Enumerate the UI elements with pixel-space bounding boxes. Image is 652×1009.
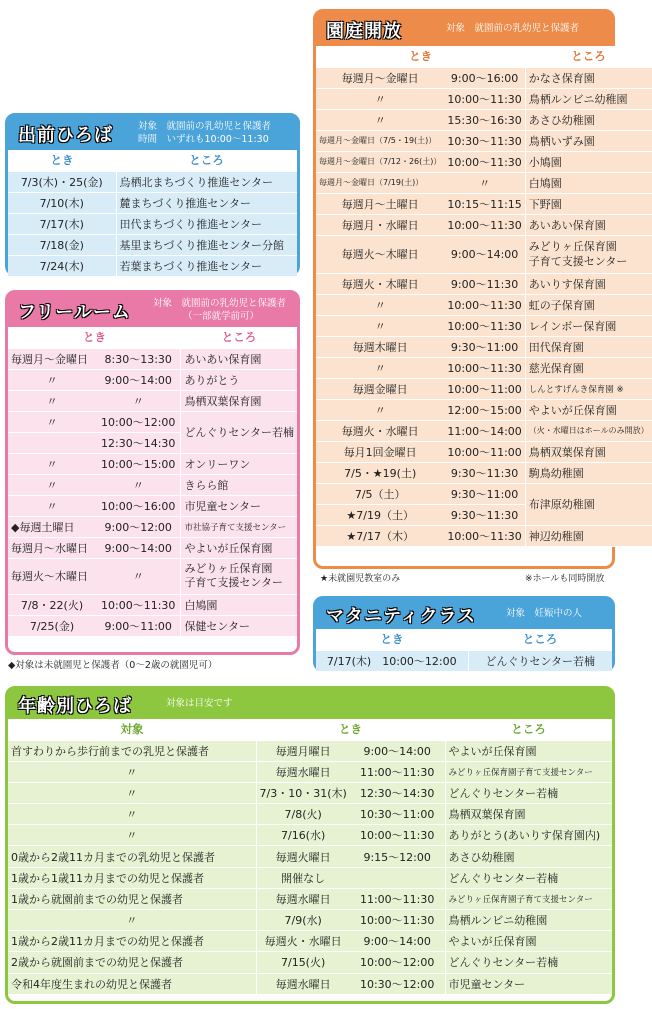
cell-where: 鳥栖ルンビニ幼稚園 xyxy=(525,88,651,109)
cell-time: 10:00～11:30 xyxy=(444,151,525,172)
cell-target: 1歳から2歳11カ月までの幼児と保護者 xyxy=(8,931,256,952)
table-row xyxy=(8,615,297,636)
cell-day: 毎週月～金曜日（7/5・19(土)） xyxy=(316,130,444,151)
age-header xyxy=(8,689,612,719)
cell-time xyxy=(350,867,445,888)
maternity-class-section xyxy=(313,596,615,672)
table-row xyxy=(316,420,652,441)
age-table xyxy=(8,719,612,995)
cell-when: 7/17(木) 10:00～12:00 xyxy=(316,650,468,671)
maternity-title: マタニティクラス xyxy=(326,606,477,627)
cell-time: 〃 xyxy=(444,172,525,193)
cell-time: 10:00～11:00 xyxy=(444,378,525,399)
cell-when: 7/17(木) xyxy=(8,213,116,234)
cell-where: 田代保育園 xyxy=(525,336,651,357)
cell-day: 7/25(金) xyxy=(8,615,96,636)
demae-note-target: 対象 就園前の乳幼児と保護者 xyxy=(138,121,272,132)
maternity-header xyxy=(316,599,612,629)
cell-where: 下野園 xyxy=(525,193,651,214)
cell-day: 7/8(火) xyxy=(256,804,350,825)
col-when: とき xyxy=(256,719,445,740)
free-table xyxy=(8,327,297,637)
cell-target: 0歳から2歳11カ月までの乳幼児と保護者 xyxy=(8,846,256,867)
col-where: ところ xyxy=(445,719,612,740)
cell-target: 令和4年度生まれの幼児と保護者 xyxy=(8,973,256,994)
cell-day: 〃 xyxy=(316,315,444,336)
cell-day: 7/3・10・31(木) xyxy=(256,782,350,803)
garden-note: 対象 就園前の乳幼児と保護者 xyxy=(446,23,580,34)
cell-time: 10:00～11:30 xyxy=(444,294,525,315)
cell-where: あいりす保育園 xyxy=(525,273,651,294)
cell-time: 9:00～11:00 xyxy=(96,615,181,636)
cell-where-line2: 子育て支援センター xyxy=(184,576,283,589)
cell-day: 〃 xyxy=(316,294,444,315)
cell-where-line1: みどりヶ丘保育園 xyxy=(528,240,617,253)
cell-time: 10:00～11:30 xyxy=(350,910,445,931)
free-header xyxy=(8,293,297,327)
cell-day: 毎月1回金曜日 xyxy=(316,441,444,462)
free-room-section xyxy=(5,290,300,655)
cell-where: しんとすげんき保育園 ※ xyxy=(525,378,651,399)
table-row xyxy=(316,315,652,336)
cell-target: 1歳から1歳11カ月までの幼児と保護者 xyxy=(8,867,256,888)
cell-day: 〃 xyxy=(8,390,96,411)
cell-day: ★7/17（木） xyxy=(316,525,444,546)
cell-where: 烏栖北まちづくり推進センター xyxy=(116,171,297,192)
cell-day: 〃 xyxy=(8,453,96,474)
cell-where: （火・水曜日はホールのみ開放） xyxy=(525,420,651,441)
cell-time: 9:00～11:30 xyxy=(444,273,525,294)
col-when: とき xyxy=(8,327,181,348)
table-row xyxy=(316,109,652,130)
cell-target: 首すわりから歩行前までの乳児と保護者 xyxy=(8,740,256,761)
cell-time: 9:00～12:00 xyxy=(96,516,181,537)
table-row xyxy=(8,846,612,867)
table-row xyxy=(316,462,652,483)
cell-where: 慈光保育園 xyxy=(525,357,651,378)
table-row xyxy=(8,558,297,594)
col-when: とき xyxy=(316,629,468,650)
cell-where: 布津原幼稚園 xyxy=(525,483,651,525)
cell-where: 若葉まちづくり推進センター xyxy=(116,255,297,276)
cell-where: きらら館 xyxy=(181,474,297,495)
cell-time: 9:30～11:00 xyxy=(444,336,525,357)
table-row xyxy=(316,214,652,235)
cell-day: 毎週水曜日 xyxy=(256,888,350,909)
maternity-table xyxy=(316,629,612,672)
cell-day: 〃 xyxy=(316,399,444,420)
cell-where: 神辺幼稚園 xyxy=(525,525,651,546)
table-row xyxy=(8,255,297,276)
cell-day: 7/16(水) xyxy=(256,825,350,846)
garden-footnote-left: ★未就園児教室のみ xyxy=(320,574,401,584)
free-title: フリールーム xyxy=(18,302,131,323)
cell-target: 〃 xyxy=(8,761,256,782)
cell-time: 11:00～14:00 xyxy=(444,420,525,441)
table-row xyxy=(316,235,652,273)
cell-day: 〃 xyxy=(316,88,444,109)
table-row xyxy=(316,130,652,151)
table-row xyxy=(8,192,297,213)
cell-target: 〃 xyxy=(8,825,256,846)
cell-where: 基里まちづくり推進センター分館 xyxy=(116,234,297,255)
age-title: 年齢別ひろば xyxy=(18,696,132,717)
cell-day: 毎週月～金曜日 xyxy=(316,67,444,88)
cell-day: 〃 xyxy=(8,411,96,432)
cell-day: 毎週火・木曜日 xyxy=(316,273,444,294)
table-row xyxy=(8,804,612,825)
cell-time: 9:30～11:30 xyxy=(444,504,525,525)
table-row xyxy=(316,294,652,315)
table-row xyxy=(8,369,297,390)
garden-open-section xyxy=(313,9,649,569)
cell-where: オンリーワン xyxy=(181,453,297,474)
cell-day: 7/8・22(火) xyxy=(8,594,96,615)
cell-time: 9:15～12:00 xyxy=(350,846,445,867)
cell-where: 小鳩園 xyxy=(525,151,651,172)
table-row xyxy=(316,378,652,399)
table-row xyxy=(316,88,652,109)
table-row xyxy=(8,952,612,973)
cell-day: 開催なし xyxy=(256,867,350,888)
cell-where: 白鳩園 xyxy=(181,594,297,615)
cell-where: どんぐりセンター若楠 xyxy=(445,782,612,803)
col-where: ところ xyxy=(181,327,297,348)
cell-where: どんぐりセンター若楠 xyxy=(468,650,612,671)
table-row xyxy=(8,825,612,846)
cell-day: 毎週月曜日 xyxy=(256,740,350,761)
cell-where: 虹の子保育園 xyxy=(525,294,651,315)
age-hiroba-section xyxy=(5,686,615,1004)
table-row xyxy=(8,390,297,411)
cell-time: 9:00～16:00 xyxy=(444,67,525,88)
cell-where: 鳥栖双葉保育園 xyxy=(445,804,612,825)
cell-when: 7/24(木) xyxy=(8,255,116,276)
table-row xyxy=(8,234,297,255)
cell-where: みどりヶ丘保育園子育て支援センター xyxy=(445,888,612,909)
table-row xyxy=(316,336,652,357)
garden-header xyxy=(316,12,612,46)
table-row xyxy=(316,172,652,193)
cell-where: やよいが丘保育園 xyxy=(445,931,612,952)
maternity-note: 対象 妊娠中の人 xyxy=(506,608,583,619)
cell-time: 9:00～14:00 xyxy=(96,537,181,558)
table-row xyxy=(8,782,612,803)
table-row xyxy=(8,973,612,994)
table-row xyxy=(316,67,652,88)
cell-time: 9:30～11:30 xyxy=(444,462,525,483)
table-row xyxy=(8,495,297,516)
cell-where: あいあい保育園 xyxy=(181,348,297,369)
cell-day: 毎週木曜日 xyxy=(316,336,444,357)
cell-time: 9:00～14:00 xyxy=(350,931,445,952)
table-row xyxy=(8,348,297,369)
table-row xyxy=(316,151,652,172)
cell-day: 毎週月～金曜日 xyxy=(8,348,96,369)
cell-day: 〃 xyxy=(8,474,96,495)
cell-time: 10:00～11:30 xyxy=(350,825,445,846)
cell-day: 7/9(水) xyxy=(256,910,350,931)
table-row xyxy=(316,441,652,462)
table-row xyxy=(316,399,652,420)
cell-day: 毎週月～金曜日（7/12・26(土)） xyxy=(316,151,444,172)
col-target: 対象 xyxy=(8,719,256,740)
cell-where: 田代まちづくり推進センター xyxy=(116,213,297,234)
cell-time: 10:00～11:30 xyxy=(444,315,525,336)
table-row xyxy=(8,931,612,952)
cell-target: 〃 xyxy=(8,910,256,931)
table-row xyxy=(316,650,612,671)
cell-day: 毎週月・水曜日 xyxy=(316,214,444,235)
cell-when: 7/10(木) xyxy=(8,192,116,213)
cell-when: 7/3(木)・25(金) xyxy=(8,171,116,192)
cell-where: どんぐりセンター若楠 xyxy=(445,867,612,888)
cell-where: あいあい保育園 xyxy=(525,214,651,235)
table-row xyxy=(8,453,297,474)
cell-where xyxy=(181,558,297,594)
cell-time: 10:30～11:30 xyxy=(444,130,525,151)
cell-where: 駒鳥幼稚園 xyxy=(525,462,651,483)
demae-table xyxy=(8,150,297,277)
table-row xyxy=(8,761,612,782)
cell-time: 12:00～15:00 xyxy=(444,399,525,420)
cell-where xyxy=(525,235,651,273)
demae-header xyxy=(8,116,297,150)
table-row xyxy=(8,171,297,192)
cell-day: 毎週金曜日 xyxy=(316,378,444,399)
table-row xyxy=(8,867,612,888)
cell-where: やよいが丘保育園 xyxy=(525,399,651,420)
demae-title: 出前ひろば xyxy=(18,125,113,146)
table-row xyxy=(8,411,297,432)
cell-time: 10:00～11:00 xyxy=(444,441,525,462)
cell-day: 7/5（土） xyxy=(316,483,444,504)
cell-time: 9:30～11:00 xyxy=(444,483,525,504)
cell-where: 市児童センター xyxy=(445,973,612,994)
col-where: ところ xyxy=(468,629,612,650)
cell-time: 10:00～11:30 xyxy=(96,594,181,615)
col-when: とき xyxy=(8,150,116,171)
cell-time: 10:00～11:30 xyxy=(444,525,525,546)
cell-where: 鳥栖双葉保育園 xyxy=(181,390,297,411)
table-row xyxy=(8,474,297,495)
cell-time: 〃 xyxy=(96,390,181,411)
cell-time: 15:30～16:30 xyxy=(444,109,525,130)
col-where: ところ xyxy=(116,150,297,171)
table-row xyxy=(316,357,652,378)
cell-where: 鳥栖ルンビニ幼稚園 xyxy=(445,910,612,931)
cell-where-line1: みどりヶ丘保育園 xyxy=(184,562,273,575)
table-row xyxy=(8,594,297,615)
table-row xyxy=(316,193,652,214)
table-row xyxy=(8,740,612,761)
cell-where: 市社協子育て支援センター xyxy=(181,516,297,537)
cell-where: レインボー保育園 xyxy=(525,315,651,336)
cell-where: やよいが丘保育園 xyxy=(445,740,612,761)
table-row xyxy=(316,483,652,504)
cell-day: 毎週月～金曜日（7/19(土)） xyxy=(316,172,444,193)
cell-where: 鳥栖双葉保育園 xyxy=(525,441,651,462)
cell-day: 〃 xyxy=(316,109,444,130)
cell-time: 11:00～11:30 xyxy=(350,761,445,782)
free-note-sub: （一部就学前可） xyxy=(183,311,260,322)
cell-day: 毎週月～土曜日 xyxy=(316,193,444,214)
cell-where: みどりヶ丘保育園子育て支援センター xyxy=(445,761,612,782)
table-row xyxy=(8,910,612,931)
table-row xyxy=(316,525,652,546)
col-where: ところ xyxy=(525,46,651,67)
cell-time: 12:30～14:30 xyxy=(96,432,181,453)
cell-time: 9:00～14:00 xyxy=(444,235,525,273)
cell-where: かなさ保育園 xyxy=(525,67,651,88)
cell-day: 毎週月～水曜日 xyxy=(8,537,96,558)
cell-where: あさひ幼稚園 xyxy=(445,846,612,867)
cell-time: 10:00～16:00 xyxy=(96,495,181,516)
cell-where: 市児童センター xyxy=(181,495,297,516)
age-note: 対象は目安です xyxy=(166,698,233,709)
cell-where-line2: 子育て支援センター xyxy=(528,255,628,268)
cell-day: 毎週火・水曜日 xyxy=(256,931,350,952)
cell-time: 10:30～12:00 xyxy=(350,973,445,994)
cell-where: 麓まちづくり推進センター xyxy=(116,192,297,213)
cell-where: どんぐりセンター若楠 xyxy=(445,952,612,973)
cell-target: 2歳から就園前までの幼児と保護者 xyxy=(8,952,256,973)
cell-when: 7/18(金) xyxy=(8,234,116,255)
cell-day: 7/15(火) xyxy=(256,952,350,973)
cell-where: ありがとう xyxy=(181,369,297,390)
cell-time: 10:00～15:00 xyxy=(96,453,181,474)
cell-time: 10:00～11:30 xyxy=(444,357,525,378)
cell-time: 10:00～12:00 xyxy=(96,411,181,432)
cell-time: 11:00～11:30 xyxy=(350,888,445,909)
cell-time: 10:00～11:30 xyxy=(444,88,525,109)
free-footnote: ◆対象は未就園児と保護者（0～2歳の就園児可） xyxy=(8,660,218,671)
cell-day: 7/5・★19(土) xyxy=(316,462,444,483)
cell-time: 〃 xyxy=(96,558,181,594)
cell-time: 8:30～13:30 xyxy=(96,348,181,369)
table-row xyxy=(8,516,297,537)
cell-time: 9:00～14:00 xyxy=(96,369,181,390)
cell-time: 10:15～11:15 xyxy=(444,193,525,214)
cell-where: ありがとう(あいりす保育園内) xyxy=(445,825,612,846)
cell-day: 毎週火～木曜日 xyxy=(8,558,96,594)
table-row xyxy=(8,213,297,234)
cell-time: 9:00～14:00 xyxy=(350,740,445,761)
cell-where: あさひ幼稚園 xyxy=(525,109,651,130)
cell-time: 10:00～12:00 xyxy=(350,952,445,973)
cell-day: ★7/19（土） xyxy=(316,504,444,525)
table-row xyxy=(8,888,612,909)
cell-target: 1歳から就園前までの幼児と保護者 xyxy=(8,888,256,909)
cell-day: ◆毎週土曜日 xyxy=(8,516,96,537)
table-row xyxy=(8,537,297,558)
cell-day: 〃 xyxy=(8,495,96,516)
table-row xyxy=(316,273,652,294)
cell-where: 保健センター xyxy=(181,615,297,636)
free-note-target: 対象 就園前の乳幼児と保護者 xyxy=(153,298,287,309)
cell-day: 毎週水曜日 xyxy=(256,761,350,782)
cell-day: 〃 xyxy=(8,369,96,390)
garden-table xyxy=(316,46,652,547)
cell-day: 毎週火・水曜日 xyxy=(316,420,444,441)
cell-day: 毎週火曜日 xyxy=(256,846,350,867)
cell-day: 毎週火～木曜日 xyxy=(316,235,444,273)
cell-time: 12:30～14:30 xyxy=(350,782,445,803)
cell-time: 〃 xyxy=(96,474,181,495)
cell-where: どんぐりセンター若楠 xyxy=(181,411,297,453)
col-when: とき xyxy=(316,46,525,67)
demae-hiroba-section xyxy=(5,113,300,276)
cell-where: 白鳩園 xyxy=(525,172,651,193)
cell-day: 〃 xyxy=(316,357,444,378)
demae-note-time: 時間 いずれも10:00～11:30 xyxy=(138,134,269,145)
cell-day: 毎週水曜日 xyxy=(256,973,350,994)
cell-target: 〃 xyxy=(8,804,256,825)
cell-time: 10:00～11:30 xyxy=(444,214,525,235)
cell-target: 〃 xyxy=(8,782,256,803)
cell-time: 10:30～11:00 xyxy=(350,804,445,825)
cell-where: やよいが丘保育園 xyxy=(181,537,297,558)
garden-footnote-right: ※ホールも同時開放 xyxy=(525,574,605,584)
cell-where: 鳥栖いずみ園 xyxy=(525,130,651,151)
garden-title: 園庭開放 xyxy=(326,21,402,42)
